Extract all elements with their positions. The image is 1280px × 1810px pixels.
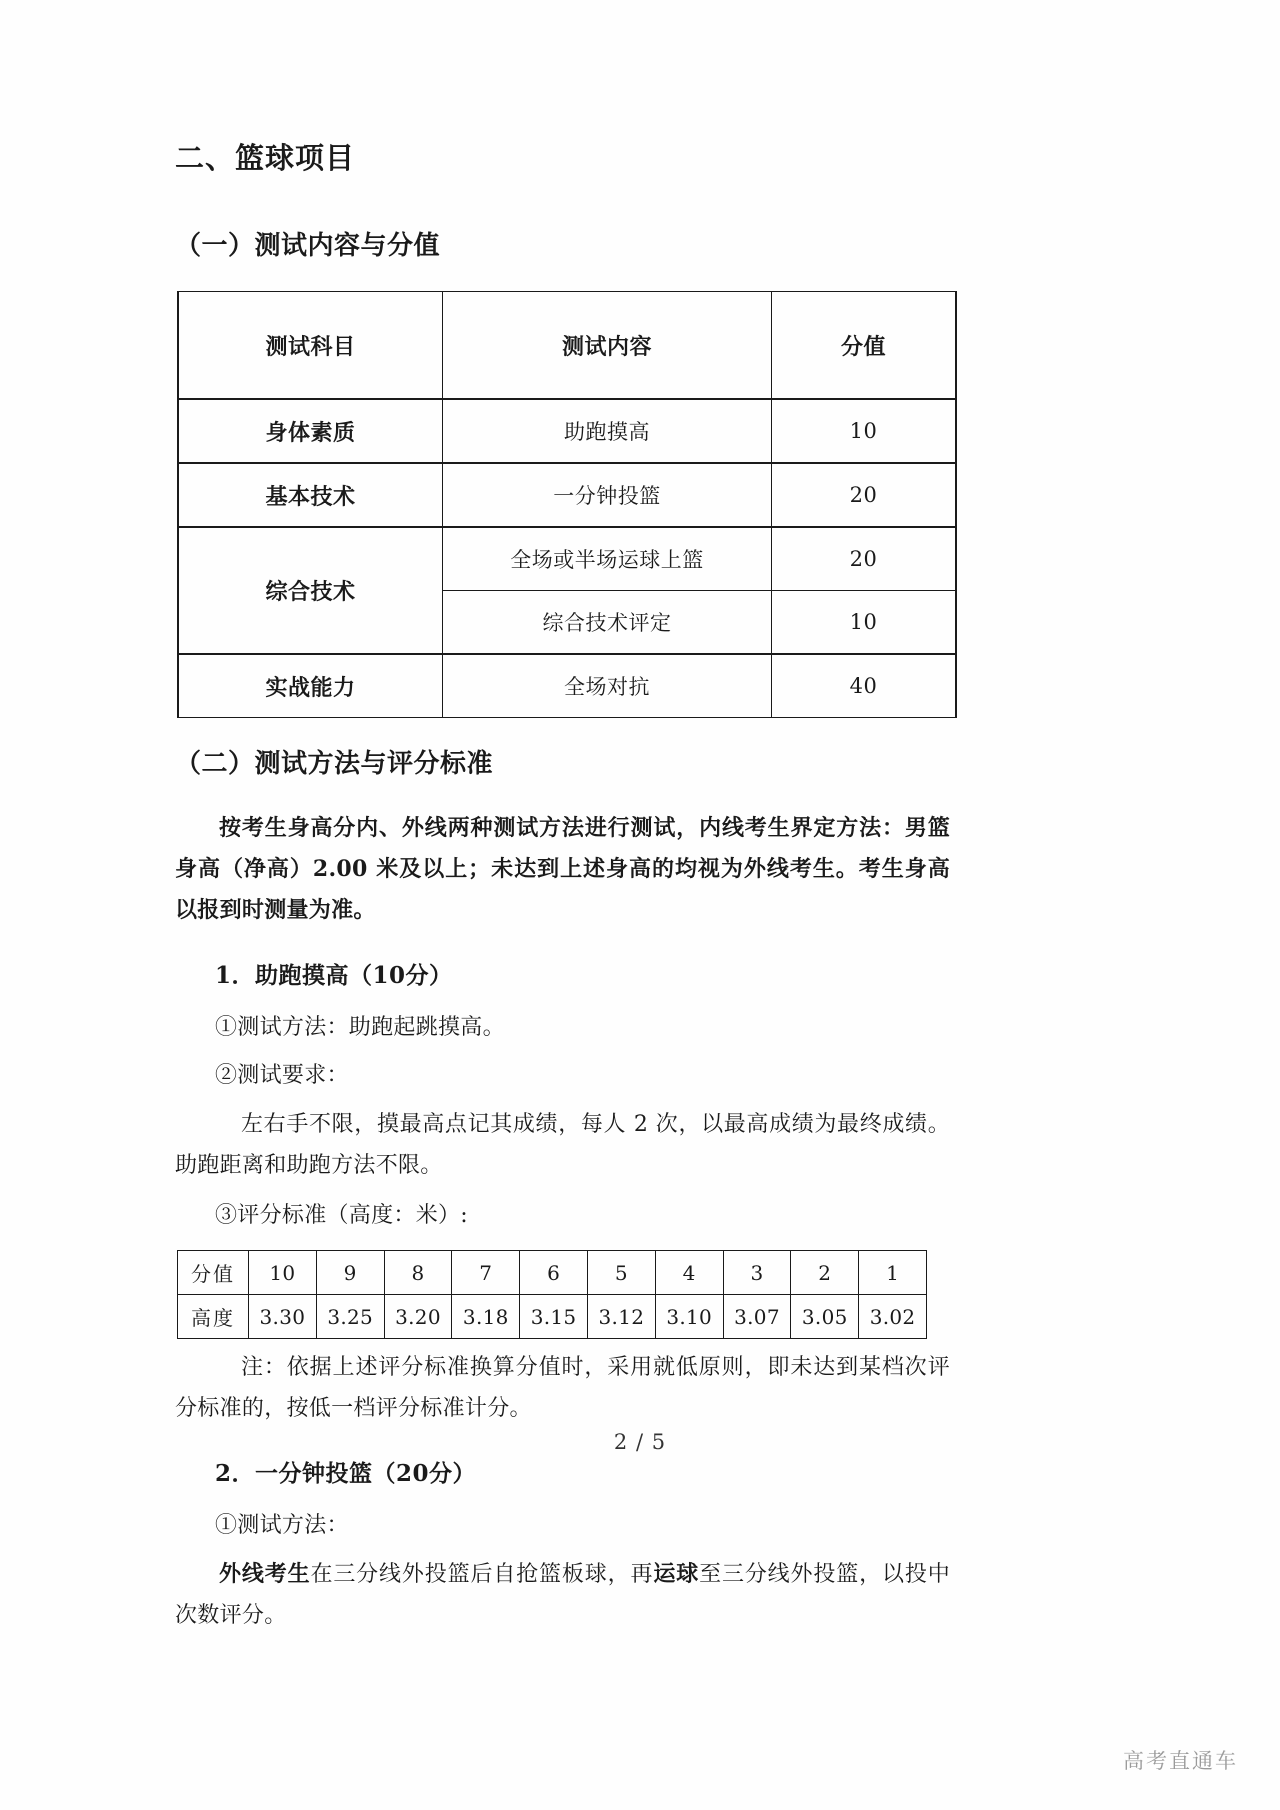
document-content xyxy=(175,140,950,1646)
item-heading-1: 1．助跑摸高（10分） xyxy=(215,962,453,990)
column-header-content: 测试内容 xyxy=(443,292,772,400)
height-cell: 3.12 xyxy=(587,1295,655,1339)
item2-text-1: 在三分线外投篮后自抢篮板球，再 xyxy=(310,1562,654,1588)
height-cell: 3.10 xyxy=(655,1295,723,1339)
cell-content: 全场或半场运球上篮 xyxy=(443,527,772,591)
height-cell: 3.02 xyxy=(859,1295,927,1339)
height-cell: 3.05 xyxy=(791,1295,859,1339)
score-cell: 8 xyxy=(384,1251,452,1295)
item1-note: 注：依据上述评分标准换算分值时，采用就低原则，即未达到某档次评分标准的，按低一档评分标准计分。 xyxy=(175,1355,950,1422)
table-row xyxy=(178,399,956,463)
item2-method-body xyxy=(175,1554,950,1636)
table-row xyxy=(178,654,956,718)
height-cell: 3.30 xyxy=(249,1295,317,1339)
cell-score: 20 xyxy=(772,527,957,591)
cell-score: 40 xyxy=(772,654,957,718)
table-header-row xyxy=(178,292,956,400)
cell-content: 综合技术评定 xyxy=(443,591,772,655)
cell-subject: 综合技术 xyxy=(178,527,443,654)
height-cell: 3.25 xyxy=(316,1295,384,1339)
test-content-score-table xyxy=(177,291,957,718)
cell-subject: 实战能力 xyxy=(178,654,443,718)
score-cell: 3 xyxy=(723,1251,791,1295)
score-cell: 5 xyxy=(587,1251,655,1295)
section-heading-part-two: （二）测试方法与评分标准 xyxy=(175,749,494,780)
cell-score: 10 xyxy=(772,591,957,655)
row-label-score: 分值 xyxy=(178,1251,249,1295)
height-cell: 3.20 xyxy=(384,1295,452,1339)
score-cell: 4 xyxy=(655,1251,723,1295)
height-cell: 3.15 xyxy=(520,1295,588,1339)
column-header-subject: 测试科目 xyxy=(178,292,443,400)
table-row xyxy=(178,527,956,591)
score-cell: 9 xyxy=(316,1251,384,1295)
item2-method-label: ①测试方法： xyxy=(215,1513,349,1539)
table-row xyxy=(178,463,956,527)
watermark-label: 高考直通车 xyxy=(1123,1749,1238,1773)
section-heading-part-one: （一）测试内容与分值 xyxy=(175,230,441,261)
item1-requirement-label: ②测试要求： xyxy=(215,1063,349,1089)
row-label-height: 高度 xyxy=(178,1295,249,1339)
cell-subject: 身体素质 xyxy=(178,399,443,463)
cell-content: 助跑摸高 xyxy=(443,399,772,463)
scoring-standard-table xyxy=(177,1250,927,1339)
page-number: 2 / 5 xyxy=(613,1430,667,1454)
height-cell: 3.18 xyxy=(452,1295,520,1339)
cell-score: 20 xyxy=(772,463,957,527)
scoring-score-row xyxy=(178,1251,927,1295)
score-cell: 7 xyxy=(452,1251,520,1295)
cell-subject: 基本技术 xyxy=(178,463,443,527)
height-cell: 3.07 xyxy=(723,1295,791,1339)
item2-text-2: 至三分线外投篮，以投中次数评分。 xyxy=(175,1562,950,1629)
cell-content: 全场对抗 xyxy=(443,654,772,718)
scoring-height-row xyxy=(178,1295,927,1339)
item1-method: ①测试方法：助跑起跳摸高。 xyxy=(215,1015,505,1041)
score-cell: 2 xyxy=(791,1251,859,1295)
score-cell: 10 xyxy=(249,1251,317,1295)
score-cell: 6 xyxy=(520,1251,588,1295)
column-header-score: 分值 xyxy=(772,292,957,400)
item2-outside-player-label: 外线考生 xyxy=(219,1561,311,1588)
item2-dribble-label: 运球 xyxy=(653,1561,700,1588)
intro-paragraph: 按考生身高分内、外线两种测试方法进行测试，内线考生界定方法：男篮身高（净高）2.00 米及以上；未达到上述身高的均视为外线考生。考生身高以报到时测量为准。 xyxy=(175,815,950,924)
item1-standard-label: ③评分标准（高度：米）: xyxy=(215,1203,469,1229)
score-cell: 1 xyxy=(859,1251,927,1295)
item1-requirement-body: 左右手不限，摸最高点记其成绩，每人 2 次，以最高成绩为最终成绩。助跑距离和助跑方法不限。 xyxy=(175,1112,950,1179)
cell-score: 10 xyxy=(772,399,957,463)
page-title: 二、篮球项目 xyxy=(175,141,356,175)
cell-content: 一分钟投篮 xyxy=(443,463,772,527)
item-heading-2: 2．一分钟投篮（20分） xyxy=(215,1460,477,1488)
